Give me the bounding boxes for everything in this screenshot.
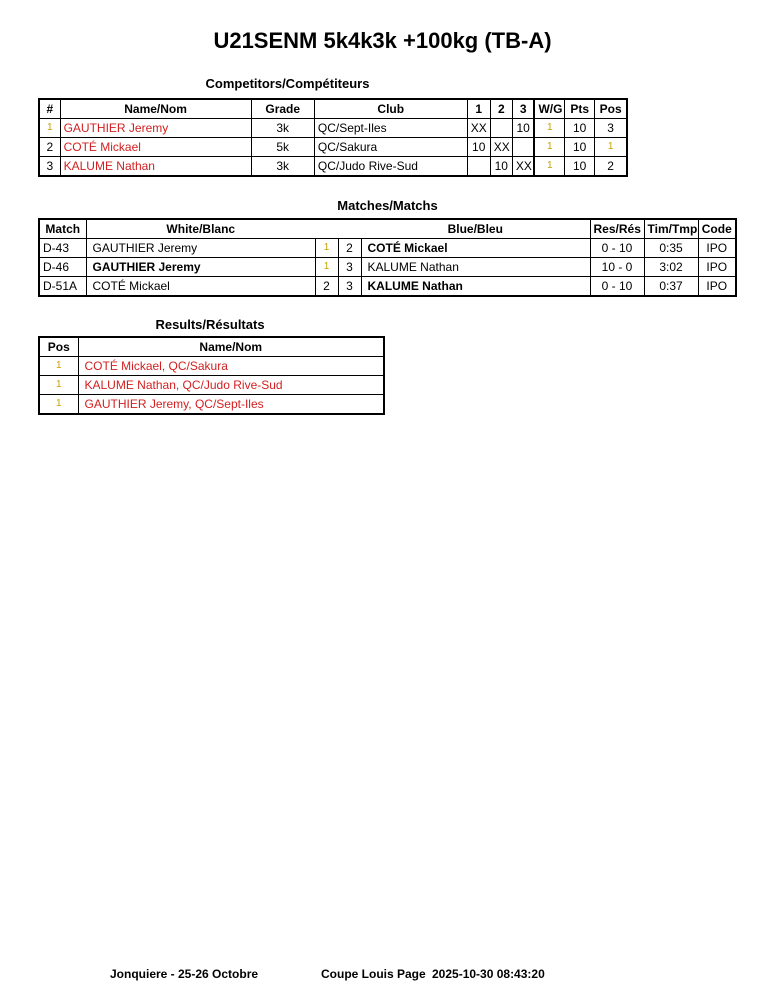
white-competitor: COTÉ Mickael	[86, 277, 315, 297]
result-name: COTÉ Mickael, QC/Sakura	[78, 357, 384, 376]
competitor-club: QC/Judo Rive-Sud	[314, 157, 467, 177]
match-id: D-43	[39, 239, 86, 258]
table-row	[39, 157, 627, 177]
competitor-name: KALUME Nathan	[60, 157, 251, 177]
match-time: 3:02	[644, 258, 698, 277]
competitor-grade: 3k	[251, 157, 314, 177]
position: 2	[595, 157, 627, 177]
col-grade: Grade	[251, 99, 314, 119]
results-table	[38, 336, 385, 415]
white-num: 2	[315, 277, 338, 297]
match-code: IPO	[698, 239, 736, 258]
position: 3	[595, 119, 627, 138]
match-id: D-51A	[39, 277, 86, 297]
wins: 1	[534, 157, 564, 177]
table-row	[39, 376, 384, 395]
table-row	[39, 119, 627, 138]
match-id: D-46	[39, 258, 86, 277]
page-title: U21SENM 5k4k3k +100kg (TB-A)	[213, 28, 552, 53]
white-num: 1	[315, 258, 338, 277]
round-2-score	[490, 119, 512, 138]
col-blue: Blue/Bleu	[361, 219, 590, 239]
round-3-score: 10	[512, 119, 534, 138]
col-white: White/Blanc	[86, 219, 315, 239]
blue-num: 3	[338, 258, 361, 277]
round-3-score	[512, 138, 534, 157]
table-row	[39, 357, 384, 376]
col-round-2: 2	[490, 99, 512, 119]
competitor-name: GAUTHIER Jeremy	[60, 119, 251, 138]
position: 1	[595, 138, 627, 157]
blue-num: 3	[338, 277, 361, 297]
match-result: 0 - 10	[590, 239, 644, 258]
col-match: Match	[39, 219, 86, 239]
match-time: 0:35	[644, 239, 698, 258]
table-row	[39, 258, 736, 277]
table-row	[39, 138, 627, 157]
points: 10	[565, 157, 595, 177]
round-1-score: XX	[467, 119, 490, 138]
col-result: Res/Rés	[590, 219, 644, 239]
blue-competitor: KALUME Nathan	[361, 258, 590, 277]
result-name: GAUTHIER Jeremy, QC/Sept-Iles	[78, 395, 384, 415]
col-name: Name/Nom	[78, 337, 384, 357]
blue-competitor: COTÉ Mickael	[361, 239, 590, 258]
footer-timestamp: 2025-10-30 08:43:20	[432, 967, 545, 981]
col-pos: Pos	[39, 337, 78, 357]
result-pos: 1	[39, 376, 78, 395]
match-result: 10 - 0	[590, 258, 644, 277]
result-pos: 1	[39, 357, 78, 376]
col-round-1: 1	[467, 99, 490, 119]
match-time: 0:37	[644, 277, 698, 297]
competitor-grade: 3k	[251, 119, 314, 138]
competitor-num: 2	[39, 138, 60, 157]
white-num: 1	[315, 239, 338, 258]
round-2-score: XX	[490, 138, 512, 157]
match-code: IPO	[698, 258, 736, 277]
round-1-score: 10	[467, 138, 490, 157]
col-wg: W/G	[534, 99, 564, 119]
round-2-score: 10	[490, 157, 512, 177]
blue-num: 2	[338, 239, 361, 258]
competitor-name: COTÉ Mickael	[60, 138, 251, 157]
col-name: Name/Nom	[60, 99, 251, 119]
matches-table	[38, 218, 737, 297]
round-1-score	[467, 157, 490, 177]
competitors-heading: Competitors/Compétiteurs	[205, 76, 370, 91]
matches-heading: Matches/Matchs	[337, 198, 438, 213]
matches-header-row	[39, 219, 736, 239]
match-code: IPO	[698, 277, 736, 297]
footer-event: Coupe Louis Page	[321, 967, 426, 981]
points: 10	[565, 119, 595, 138]
blue-competitor: KALUME Nathan	[361, 277, 590, 297]
col-time: Tim/Tmp	[644, 219, 698, 239]
wins: 1	[534, 119, 564, 138]
col-round-3: 3	[512, 99, 534, 119]
footer-location: Jonquiere - 25-26 Octobre	[110, 967, 259, 981]
col-code: Code	[698, 219, 736, 239]
white-competitor: GAUTHIER Jeremy	[86, 258, 315, 277]
competitor-num: 3	[39, 157, 60, 177]
wins: 1	[534, 138, 564, 157]
col-pos: Pos	[595, 99, 627, 119]
competitor-grade: 5k	[251, 138, 314, 157]
points: 10	[565, 138, 595, 157]
col-pts: Pts	[565, 99, 595, 119]
result-pos: 1	[39, 395, 78, 415]
competitors-table	[38, 98, 628, 177]
col-spacer	[315, 219, 361, 239]
table-row	[39, 277, 736, 297]
table-row	[39, 395, 384, 415]
white-competitor: GAUTHIER Jeremy	[86, 239, 315, 258]
competitors-header-row	[39, 99, 627, 119]
competitor-num: 1	[39, 119, 60, 138]
round-3-score: XX	[512, 157, 534, 177]
col-num: #	[39, 99, 60, 119]
competitor-club: QC/Sakura	[314, 138, 467, 157]
col-club: Club	[314, 99, 467, 119]
results-header-row	[39, 337, 384, 357]
results-heading: Results/Résultats	[155, 317, 265, 332]
table-row	[39, 239, 736, 258]
match-result: 0 - 10	[590, 277, 644, 297]
competitor-club: QC/Sept-Iles	[314, 119, 467, 138]
result-name: KALUME Nathan, QC/Judo Rive-Sud	[78, 376, 384, 395]
